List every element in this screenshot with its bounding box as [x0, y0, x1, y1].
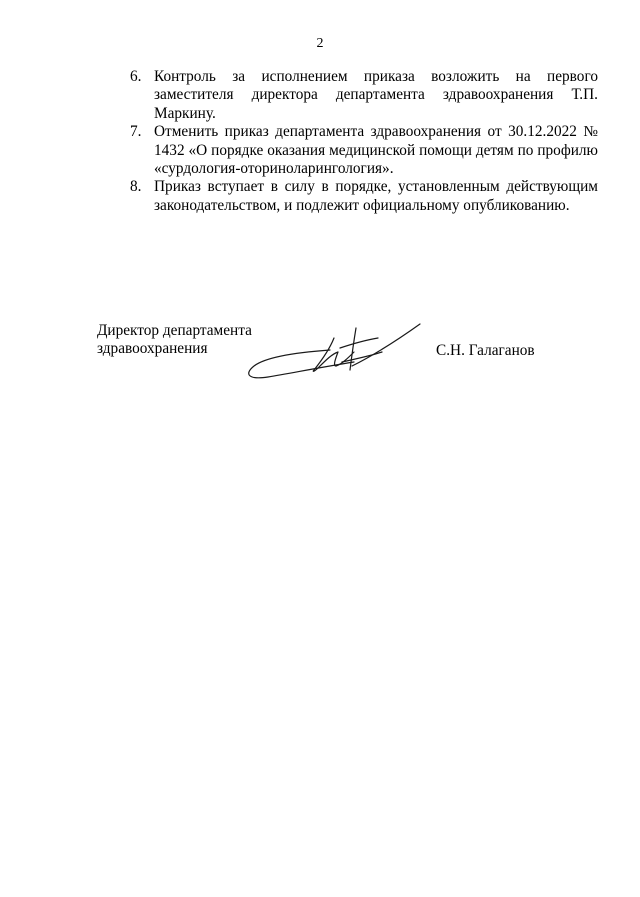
item-text: Контроль за исполнением приказа возложить на первого заместителя директора департамента здравоохранения Т.П. Маркину. [154, 68, 598, 122]
item-text: Приказ вступает в силу в порядке, установленным действующим законодательством, и подлежит официальному опубликованию. [154, 178, 598, 214]
handwritten-signature-icon [242, 322, 427, 384]
signatory-position [97, 322, 252, 359]
item-text: Отменить приказ департамента здравоохранения от 30.12.2022 № 1432 «О порядке оказания медицинской помощи детям по профилю «сурдология-оториноларингология». [154, 123, 598, 178]
signatory-name: С.Н. Галаганов [436, 342, 535, 359]
item-number: 8. [130, 178, 142, 196]
signatory-position-line1: Директор департамента [97, 322, 252, 339]
list-item [130, 68, 598, 123]
order-items-list [130, 68, 598, 215]
list-item [130, 123, 598, 178]
item-number: 7. [130, 123, 142, 141]
page-number: 2 [316, 36, 324, 51]
item-number: 6. [130, 68, 142, 85]
signature-block [97, 322, 547, 392]
signatory-position-line2: здравоохранения [97, 340, 208, 358]
list-item [130, 178, 598, 215]
